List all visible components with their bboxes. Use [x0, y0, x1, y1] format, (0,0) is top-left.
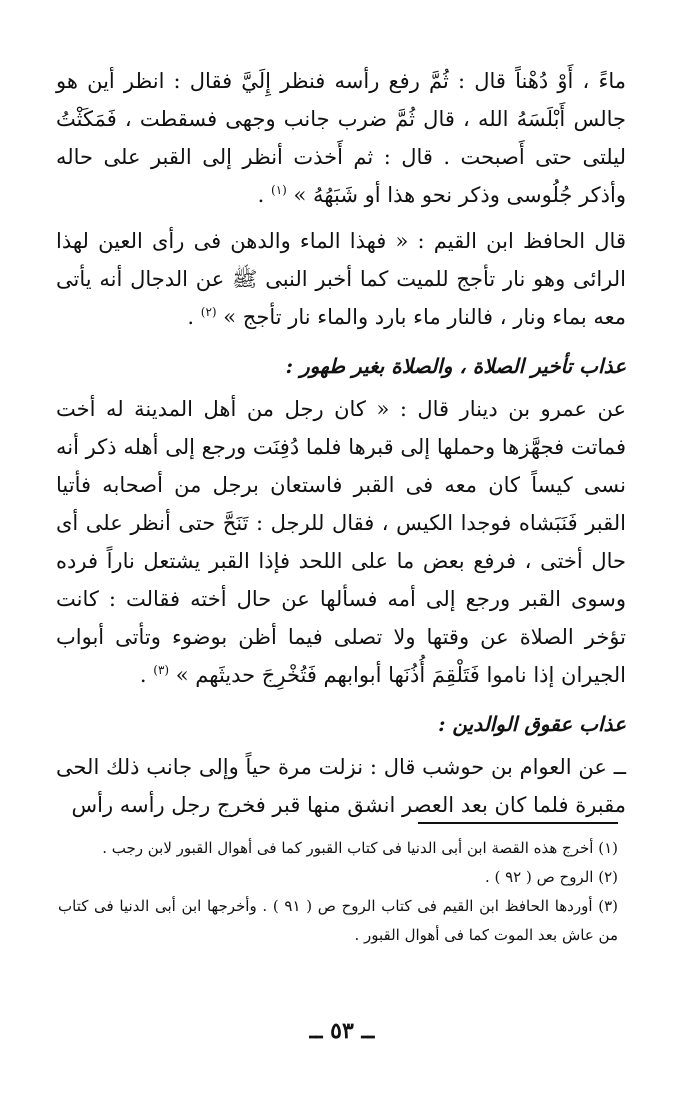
paragraph-4-text: ــ عن العوام بن حوشب قال : نزلت مرة حياً وإلى جانب ذلك الحى مقبرة فلما كان بعد العصر انشق منها قبر فخرج رجل رأسه رأس [56, 755, 626, 817]
footnote-ref-1: (١) [271, 183, 287, 197]
footnote-1: (١) أخرج هذه القصة ابن أبى الدنيا فى كتاب القبور كما فى أهوال القبور لابن رجب . [102, 839, 618, 857]
paragraph-1: ماءً ، أَوْ دُهْناً قال : ثُمَّ رفع رأسه فنظر إِلَيَّ فقال : انظر أين هو جالس أَبْلَسَهُ الله ، قال ثُمَّ ضرب جانب وجهى فسقطت ، فَمَكَثْتُ ليلتى حتى أَصبحت . قال : ثم أَخذت أنظر إلى القبر على حاله وأذكر جُلُوسى وذكر نحو هذا أو شَبَهُهُ » $^{(١)}$ . [56, 69, 626, 207]
main-text [56, 62, 626, 824]
footnote-ref-2: (٢) [200, 305, 217, 319]
paragraph-2-text: قال الحافظ ابن القيم : « فهذا الماء والدهن فى رأى العين لهذا الرائى وهو نار تأجج للميت كما أخبر النبى ﷺ عن الدجال أنه يأتى معه بماء ونار ، فالنار ماء بارد والماء نار تأجج » [56, 229, 626, 329]
page-number: ــ ٥٣ ــ [309, 1018, 375, 1044]
footnote-ref-3: (٣) [153, 663, 170, 677]
paragraph-3-text: عن عمرو بن دينار قال : « كان رجل من أهل المدينة له أخت فماتت فجهَّزها وحملها إلى قبرها فلما دُفِنَت ورجع إلى أهله ذكر أنه نسى كيساً كان معه فى القبر فاستعان برجل من أصحابه فأتيا القبر فَنَبَشاه فوجدا الكيس ، فقال للرجل : تَنَحَّ حتى أنظر على أى حال أختى ، فرفع بعض ما على اللحد فإذا القبر يشتعل ناراً فرده وسوى القبر ورجع إلى أمه فسألها عن حال أخته فقالت : كانت تؤخر الصلاة عن وقتها ولا تصلى فيما أظن بوضوء وتأتى أبواب الجيران إذا ناموا فَتَلْقِمَ أُذُنَها أبوابهم فَتُخْرِجَ حديثَهم » [56, 397, 626, 687]
paragraph-3: عن عمرو بن دينار قال : « كان رجل من أهل المدينة له أخت فماتت فجهَّزها وحملها إلى قبرها فلما دُفِنَت ورجع إلى أهله ذكر أنه نسى كيساً كان معه فى القبر فاستعان برجل من أصحابه فأتيا القبر فَنَبَشاه فوجدا الكيس ، فقال للرجل : تَنَحَّ حتى أنظر على أى حال أختى ، فرفع بعض ما على اللحد فإذا القبر يشتعل ناراً فرده وسوى القبر ورجع إلى أمه فسألها عن حال أخته فقالت : كانت تؤخر الصلاة عن وقتها ولا تصلى فيما أظن بوضوء وتأتى أبواب الجيران إذا ناموا فَتَلْقِمَ أُذُنَها أبوابهم فَتُخْرِجَ حديثَهم » $^{(٣)}$ . [56, 397, 626, 687]
footnote-3: (٣) أوردها الحافظ ابن القيم فى كتاب الروح ص ( ٩١ ) . وأخرجها ابن أبى الدنيا فى كتاب من عاش بعد الموت كما فى أهوال القبور . [58, 897, 618, 944]
footnote-2: (٢) الروح ص ( ٩٢ ) . [484, 868, 618, 886]
footnote-divider [418, 822, 618, 824]
section-heading-1: عذاب تأخير الصلاة ، والصلاة بغير طهور : [285, 354, 626, 378]
paragraph-4 [56, 748, 626, 824]
paragraph-1-text: ماءً ، أَوْ دُهْناً قال : ثُمَّ رفع رأسه فنظر إِلَيَّ فقال : انظر أين هو جالس أَبْلَسَهُ الله ، قال ثُمَّ ضرب جانب وجهى فسقطت ، فَمَكَثْتُ ليلتى حتى أَصبحت . قال : ثم أَخذت أنظر إلى القبر على حاله وأذكر جُلُوسى وذكر نحو هذا أو شَبَهُهُ » [56, 69, 626, 207]
section-heading-2: عذاب عقوق الوالدين : [438, 712, 626, 736]
paragraph-2: قال الحافظ ابن القيم : « فهذا الماء والدهن فى رأى العين لهذا الرائى وهو نار تأجج للميت كما أخبر النبى ﷺ عن الدجال أنه يأتى معه بماء ونار ، فالنار ماء بارد والماء نار تأجج » $^{(٢)}$ . [56, 229, 626, 329]
footnotes [58, 834, 618, 950]
